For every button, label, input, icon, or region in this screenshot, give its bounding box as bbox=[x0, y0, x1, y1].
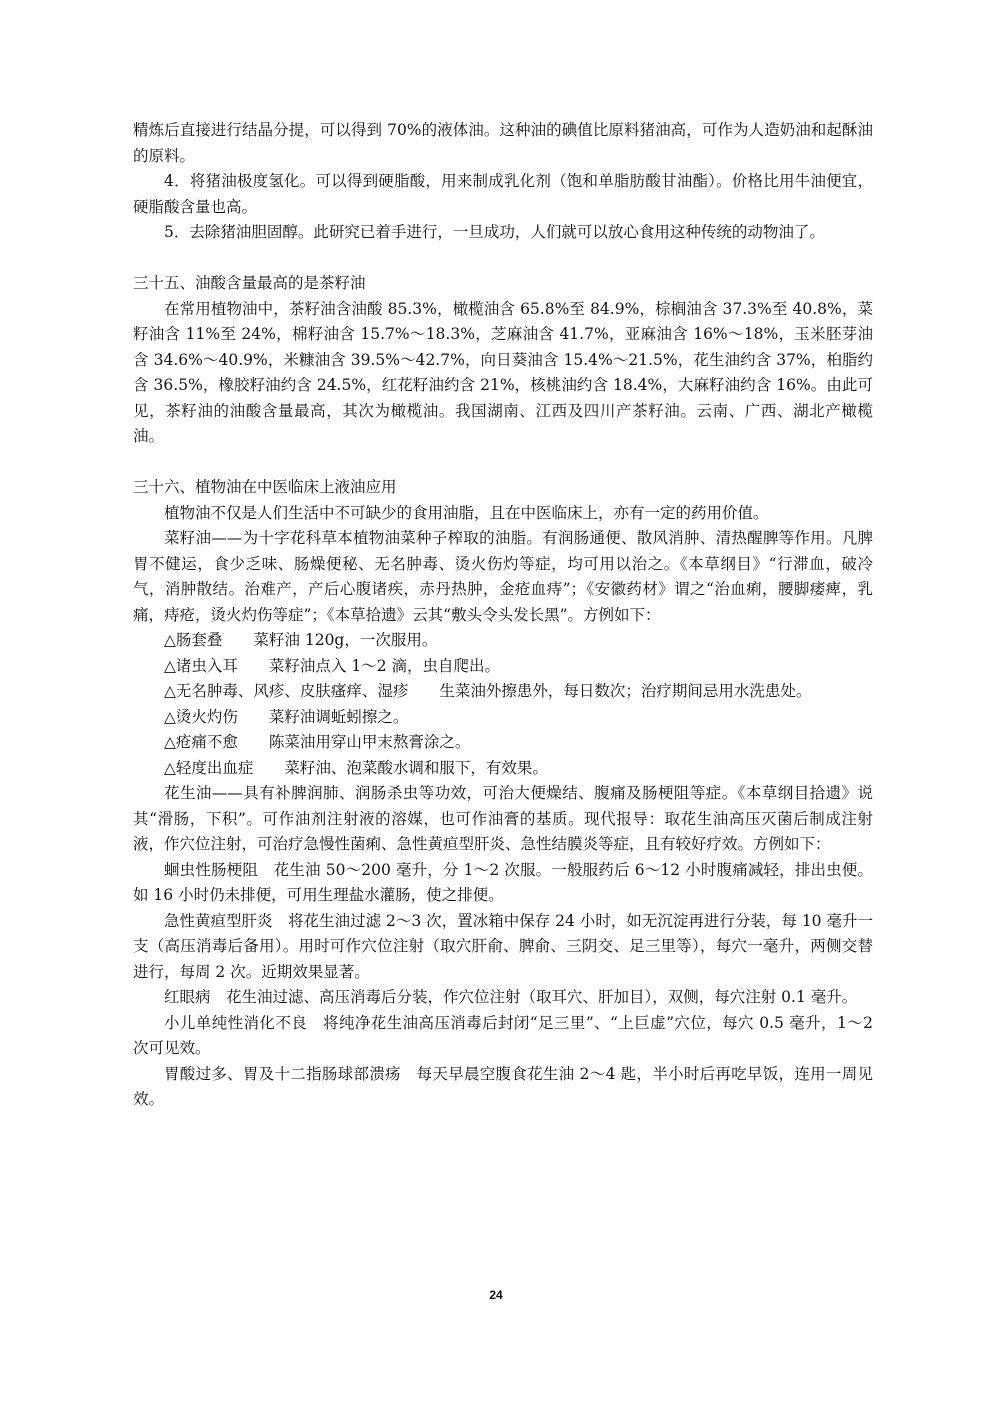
paragraph: △轻度出血症 菜籽油、泡菜酸水调和服下，有效果。 bbox=[164, 758, 548, 777]
paragraph: 胃酸过多、胃及十二指肠球部溃疡 每天早晨空腹食花生油 2～4 匙，半小时后再吃早饭，连用一周见效。 bbox=[133, 1064, 873, 1108]
paragraph: △疮痛不愈 陈菜油用穿山甲末熬膏涂之。 bbox=[164, 733, 471, 751]
paragraph: 4．将猪油极度氢化。可以得到硬脂酸，用来制成乳化剂（饱和单脂肪酸甘油酯）。价格比用牛油便宜，硬脂酸含量也高。 bbox=[133, 172, 873, 216]
paragraph: 植物油不仅是人们生活中不可缺少的食用油脂，且在中医临床上，亦有一定的药用价值。 bbox=[164, 503, 769, 522]
paragraph: 花生油——具有补脾润肺、润肠杀虫等功效，可治大便燥结、腹痛及肠梗阻等症。《本草纲目拾遗》说其“滑肠，下积”。可作油剂注射液的溶媒，也可作油膏的基质。现代报导：取花生油高压灭菌后制成注射液，作穴位注射，可治疗急慢性菌痢、急性黄疸型肝炎、急性结膜炎等症，且有较好疗效。方例如下： bbox=[133, 784, 873, 853]
section-spacer bbox=[133, 246, 873, 272]
paragraph: 红眼病 花生油过滤、高压消毒后分装，作穴位注射（取耳穴、肝加目），双侧，每穴注射 0.1 毫升。 bbox=[164, 988, 858, 1006]
paragraph: 5．去除猪油胆固醇。此研究已着手进行，一旦成功，人们就可以放心食用这种传统的动物油了。 bbox=[164, 223, 825, 241]
paragraph: 菜籽油——为十字花科草本植物油菜种子榨取的油脂。有润肠通便、散风消肿、清热醒脾等作用。凡脾胃不健运，食少乏味、肠燥便秘、无名肿毒、烫火伤灼等症，均可用以治之。《本草纲目》“行滞血，破冷气，消肿散结。治难产，产后心腹诸疾，赤丹热肿，金疮血痔”；《安徽药材》谓之“治血痢，腰脚痿痺，乳痛，痔疮，烫火灼伤等症”；《本草拾遗》云其“敷头令头发长黑”。方例如下： bbox=[133, 529, 873, 624]
paragraph: △肠套叠 菜籽油 120g，一次服用。 bbox=[164, 631, 438, 649]
paragraph: 在常用植物油中，茶籽油含油酸 85.3%，橄榄油含 65.8%至 84.9%，棕榈油含 37.3%至 40.8%，菜籽油含 11%至 24%，棉籽油含 15.7%～18.3%，芝麻油含 41.7%，亚麻油含 16%～18%，玉米胚芽油含 34.6%～40.9%，米糠油含 39.5%～42.7%，向日葵油含 15.4%～21.5%，花生油约含 37%，桕脂约含 36.5%，橡胶籽油约含 24.5%，红花籽油约含 21%，核桃油约含 18.4%，大麻籽油约含 16%。由此可见，茶籽油的油酸含量最高，其次为橄榄油。我国湖南、江西及四川产茶籽油。云南、广西、湖北产橄榄油。 bbox=[133, 299, 873, 445]
section-heading: 三十五、油酸含量最高的是茶籽油 bbox=[133, 274, 366, 292]
document-body bbox=[133, 118, 873, 1113]
section-heading: 三十六、植物油在中医临床上液油应用 bbox=[133, 478, 397, 496]
paragraph: 精炼后直接进行结晶分提，可以得到 70%的液体油。这种油的碘值比原料猪油高，可作为人造奶油和起酥油的原料。 bbox=[133, 121, 873, 165]
paragraph: 急性黄疸型肝炎 将花生油过滤 2～3 次，置冰箱中保存 24 小时，如无沉淀再进行分装，每 10 毫升一支（高压消毒后备用）。用时可作穴位注射（取穴肝俞、脾俞、三阴交、足三里等），每穴一毫升，两侧交替进行，每周 2 次。近期效果显著。 bbox=[133, 911, 873, 981]
paragraph: 小儿单纯性消化不良 将纯净花生油高压消毒后封闭“足三里”、“上巨虚”穴位，每穴 0.5 毫升，1～2 次可见效。 bbox=[133, 1013, 873, 1057]
paragraph: △无名肿毒、风疹、皮肤瘙痒、湿疹 生菜油外擦患外，每日数次；治疗期间忌用水洗患处。 bbox=[164, 682, 812, 700]
section-spacer bbox=[133, 450, 873, 476]
paragraph: 蛔虫性肠梗阻 花生油 50～200 毫升，分 1～2 次服。一般服药后 6～12 小时腹痛减轻，排出虫便。如 16 小时仍未排便，可用生理盐水灌肠，使之排便。 bbox=[133, 860, 873, 904]
paragraph: △烫火灼伤 菜籽油调蚯蚓擦之。 bbox=[164, 707, 409, 726]
page-number: 24 bbox=[489, 1288, 503, 1302]
paragraph: △诸虫入耳 菜籽油点入 1～2 滴，虫自爬出。 bbox=[164, 656, 500, 675]
